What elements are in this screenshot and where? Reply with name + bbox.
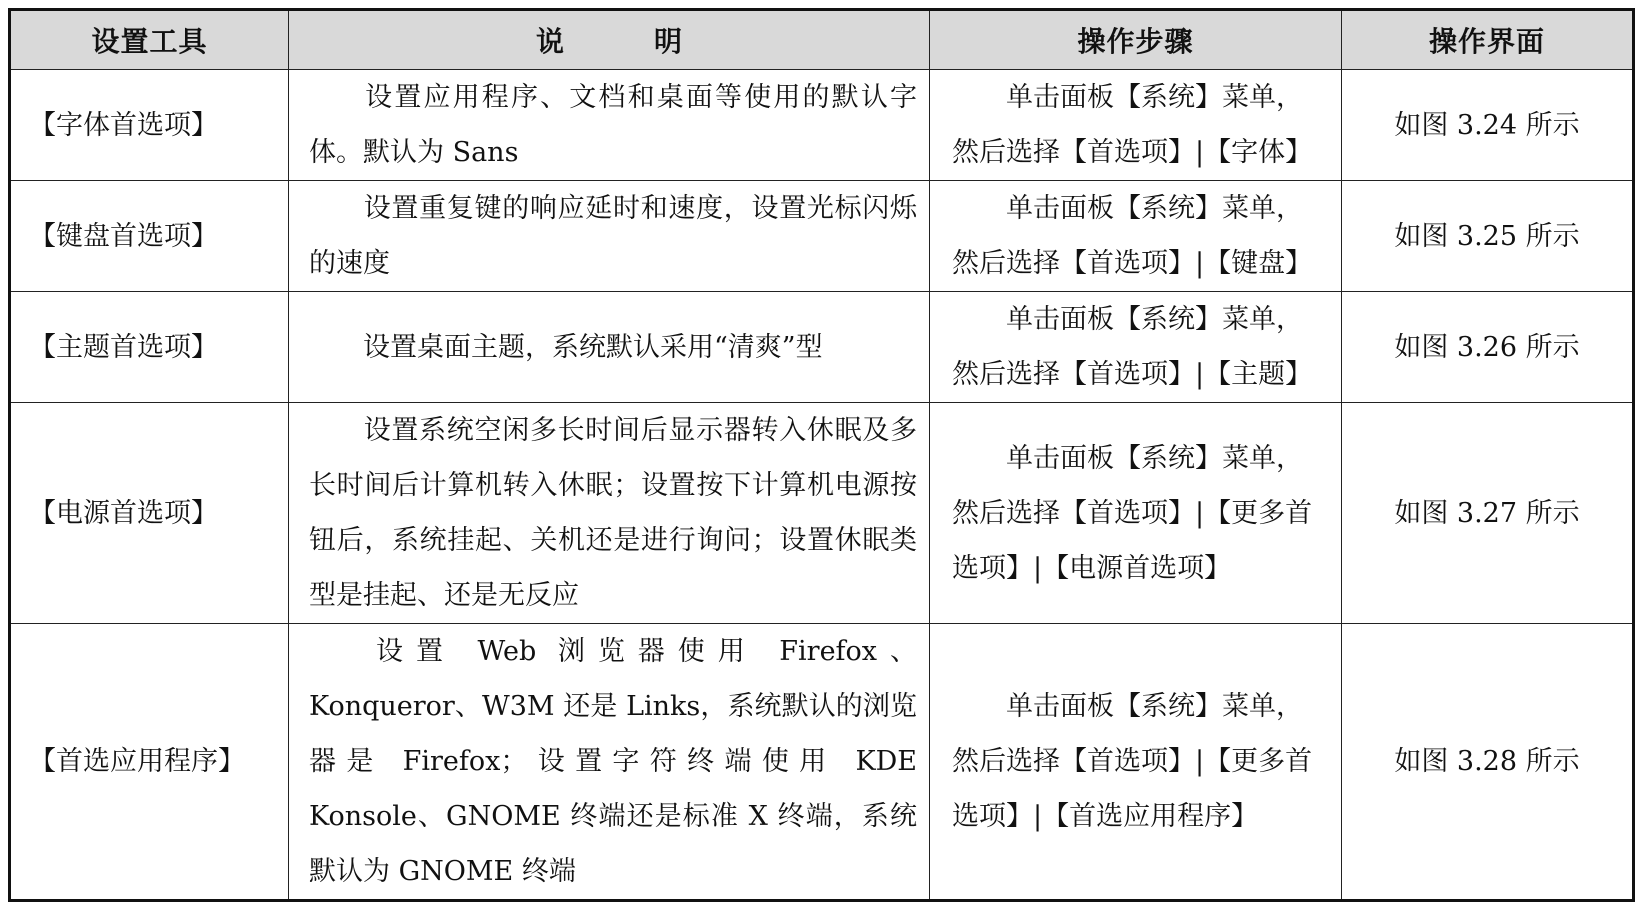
table-row <box>10 181 1634 292</box>
cell-tool: 【字体首选项】 <box>10 70 289 181</box>
header-description-right: 明 <box>654 25 683 58</box>
header-description-left: 说 <box>535 25 564 58</box>
cell-ui-reference: 如图 3.24 所示 <box>1342 70 1634 181</box>
cell-ui-reference: 如图 3.26 所示 <box>1342 292 1634 403</box>
cell-tool: 【首选应用程序】 <box>10 624 289 901</box>
cell-description <box>289 624 930 901</box>
table-row <box>10 292 1634 403</box>
steps-text: 单击面板【系统】菜单，然后选择【首选项】|【键盘】 <box>952 193 1313 279</box>
table-row <box>10 70 1634 181</box>
cell-description <box>289 292 930 403</box>
description-text: 设置 Web 浏览器使用 Firefox、Konqueror、W3M 还是 Links，系统默认的浏览器是 Firefox；设置字符终端使用 KDE Konsole、GNOME 终端还是标准 X 终端，系统默认为 GNOME 终端 <box>309 636 917 887</box>
cell-description <box>289 70 930 181</box>
steps-text: 单击面板【系统】菜单，然后选择【首选项】|【更多首选项】|【电源首选项】 <box>952 442 1313 584</box>
cell-tool: 【电源首选项】 <box>10 403 289 624</box>
cell-steps <box>930 292 1342 403</box>
header-steps: 操作步骤 <box>930 10 1342 70</box>
table-row <box>10 403 1634 624</box>
cell-steps <box>930 70 1342 181</box>
settings-tools-table-container <box>8 8 1632 887</box>
table-row <box>10 624 1634 901</box>
header-tool: 设置工具 <box>10 10 289 70</box>
cell-ui-reference: 如图 3.27 所示 <box>1342 403 1634 624</box>
settings-tools-table <box>8 8 1635 902</box>
header-description <box>289 10 930 70</box>
cell-tool: 【键盘首选项】 <box>10 181 289 292</box>
steps-text: 单击面板【系统】菜单，然后选择【首选项】|【字体】 <box>952 82 1313 168</box>
cell-ui-reference: 如图 3.25 所示 <box>1342 181 1634 292</box>
steps-text: 单击面板【系统】菜单，然后选择【首选项】|【主题】 <box>952 304 1313 390</box>
cell-steps <box>930 624 1342 901</box>
cell-steps <box>930 181 1342 292</box>
cell-tool: 【主题首选项】 <box>10 292 289 403</box>
header-ui: 操作界面 <box>1342 10 1634 70</box>
cell-ui-reference: 如图 3.28 所示 <box>1342 624 1634 901</box>
description-text: 设置应用程序、文档和桌面等使用的默认字体。默认为 Sans <box>309 82 917 168</box>
cell-description <box>289 403 930 624</box>
table-header-row <box>10 10 1634 70</box>
cell-description <box>289 181 930 292</box>
description-text: 设置桌面主题，系统默认采用“清爽”型 <box>363 331 823 363</box>
description-text: 设置系统空闲多长时间后显示器转入休眠及多长时间后计算机转入休眠；设置按下计算机电源按钮后，系统挂起、关机还是进行询问；设置休眠类型是挂起、还是无反应 <box>309 415 917 611</box>
steps-text: 单击面板【系统】菜单，然后选择【首选项】|【更多首选项】|【首选应用程序】 <box>952 691 1313 832</box>
description-text: 设置重复键的响应延时和速度，设置光标闪烁的速度 <box>309 193 917 279</box>
cell-steps <box>930 403 1342 624</box>
